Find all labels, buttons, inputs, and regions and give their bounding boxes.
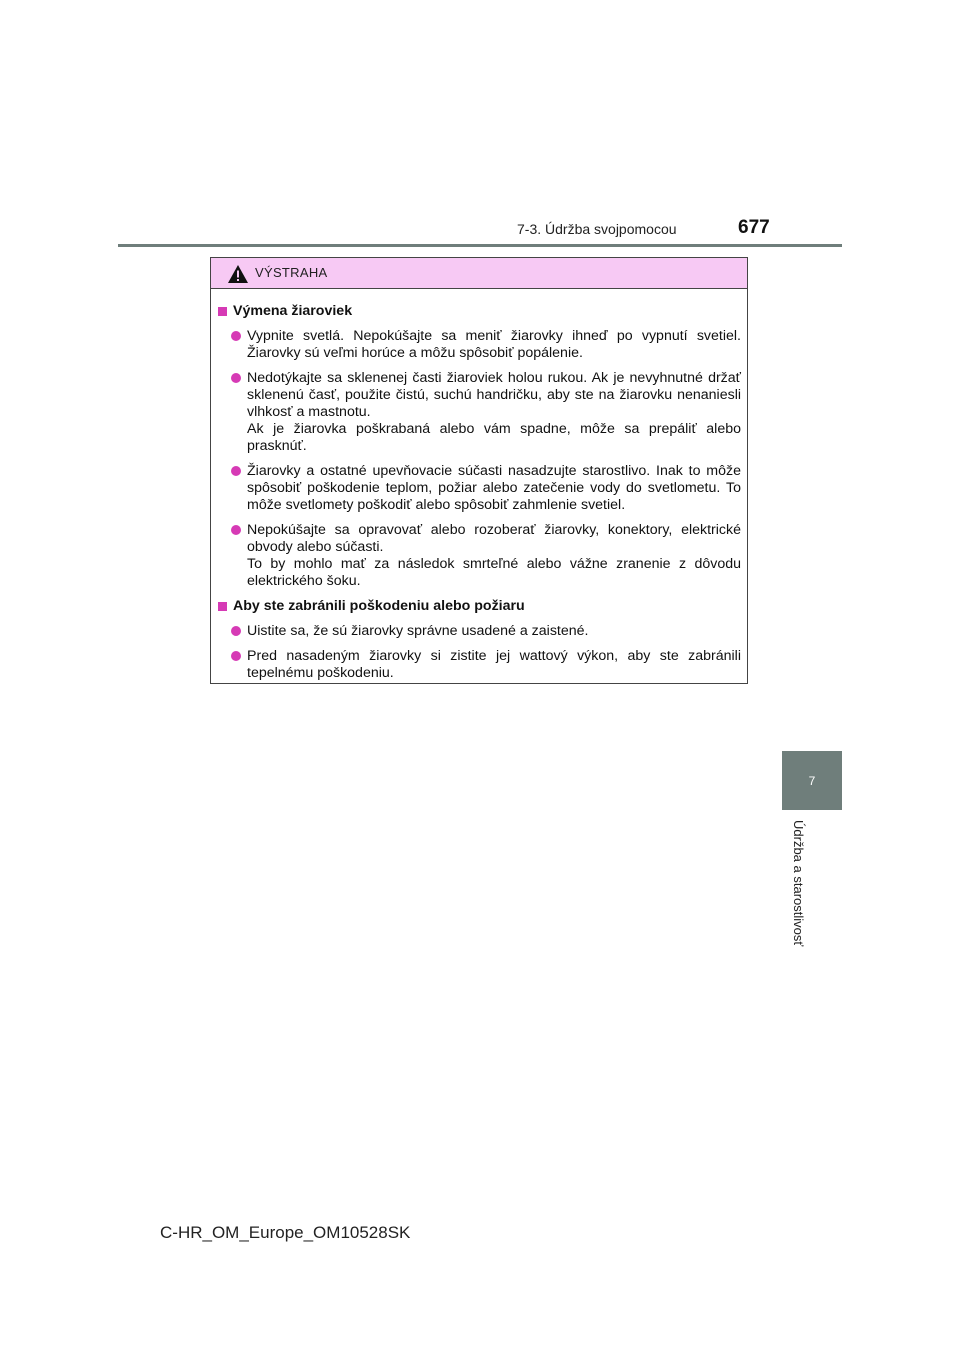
paragraph: Žiarovky a ostatné upevňovacie súčasti nasadzujte starostlivo. Inak to môže spôsobiť poškodenie teplom, požiar alebo zatečenie vody do svetlometu. To môže svetlomety poškodiť alebo spôsobiť zahmlenie svetiel. bbox=[247, 463, 741, 513]
warning-section-heading bbox=[218, 598, 741, 615]
section-heading-text: Aby ste zabránili poškodeniu alebo požiaru bbox=[233, 598, 525, 614]
square-bullet-icon bbox=[218, 307, 227, 316]
paragraph: Vypnite svetlá. Nepokúšajte sa meniť žiarovky ihneď po vypnutí svetiel. Žiarovky sú veľmi horúce a môžu spôsobiť popálenie. bbox=[247, 328, 741, 361]
list-item-text bbox=[247, 522, 741, 590]
circle-bullet-icon bbox=[231, 651, 241, 661]
section-title: 7-3. Údržba svojpomocou bbox=[517, 221, 677, 237]
page-number: 677 bbox=[738, 217, 770, 238]
paragraph: Nepokúšajte sa opravovať alebo rozoberať žiarovky, konektory, elektrické obvody alebo súčasti. bbox=[247, 522, 741, 555]
list-item-text bbox=[247, 623, 741, 640]
warning-section-heading bbox=[218, 303, 741, 320]
warning-header bbox=[211, 258, 747, 289]
square-bullet-icon bbox=[218, 602, 227, 611]
list-item bbox=[218, 463, 741, 514]
chapter-label: Údržba a starostlivosť bbox=[791, 820, 806, 947]
warning-body bbox=[211, 289, 747, 682]
list-item bbox=[218, 328, 741, 362]
paragraph: Ak je žiarovka poškrabaná alebo vám spadne, môže sa prepáliť alebo prasknúť. bbox=[247, 421, 741, 454]
list-item bbox=[218, 522, 741, 590]
circle-bullet-icon bbox=[231, 331, 241, 341]
circle-bullet-icon bbox=[231, 373, 241, 383]
paragraph: Pred nasadeným žiarovky si zistite jej wattový výkon, aby ste zabránili tepelnému poškodeniu. bbox=[247, 648, 741, 681]
paragraph: Nedotýkajte sa sklenenej časti žiaroviek holou rukou. Ak je nevyhnutné držať sklenenú časť, použite čistú, suchú handričku, aby ste na žiarovku nenaniesli vlhkosť a mastnotu. bbox=[247, 370, 741, 420]
warning-title: VÝSTRAHA bbox=[255, 265, 328, 280]
list-item bbox=[218, 623, 741, 640]
circle-bullet-icon bbox=[231, 525, 241, 535]
chapter-tab[interactable] bbox=[782, 751, 842, 810]
paragraph: To by mohlo mať za následok smrteľné alebo vážne zranenie z dôvodu elektrického šoku. bbox=[247, 556, 741, 589]
warning-box bbox=[210, 257, 748, 684]
list-item-text bbox=[247, 328, 741, 362]
section-heading-text: Výmena žiaroviek bbox=[233, 303, 353, 319]
list-item-text bbox=[247, 648, 741, 682]
document-id: C-HR_OM_Europe_OM10528SK bbox=[160, 1223, 411, 1242]
chapter-number: 7 bbox=[808, 773, 816, 788]
header-rule bbox=[118, 244, 842, 247]
chapter-label-container bbox=[791, 820, 832, 970]
warning-triangle-icon bbox=[227, 264, 249, 284]
list-item bbox=[218, 648, 741, 682]
circle-bullet-icon bbox=[231, 466, 241, 476]
list-item-text bbox=[247, 370, 741, 455]
circle-bullet-icon bbox=[231, 626, 241, 636]
list-item-text bbox=[247, 463, 741, 514]
paragraph: Uistite sa, že sú žiarovky správne usadené a zaistené. bbox=[247, 623, 589, 639]
list-item bbox=[218, 370, 741, 455]
